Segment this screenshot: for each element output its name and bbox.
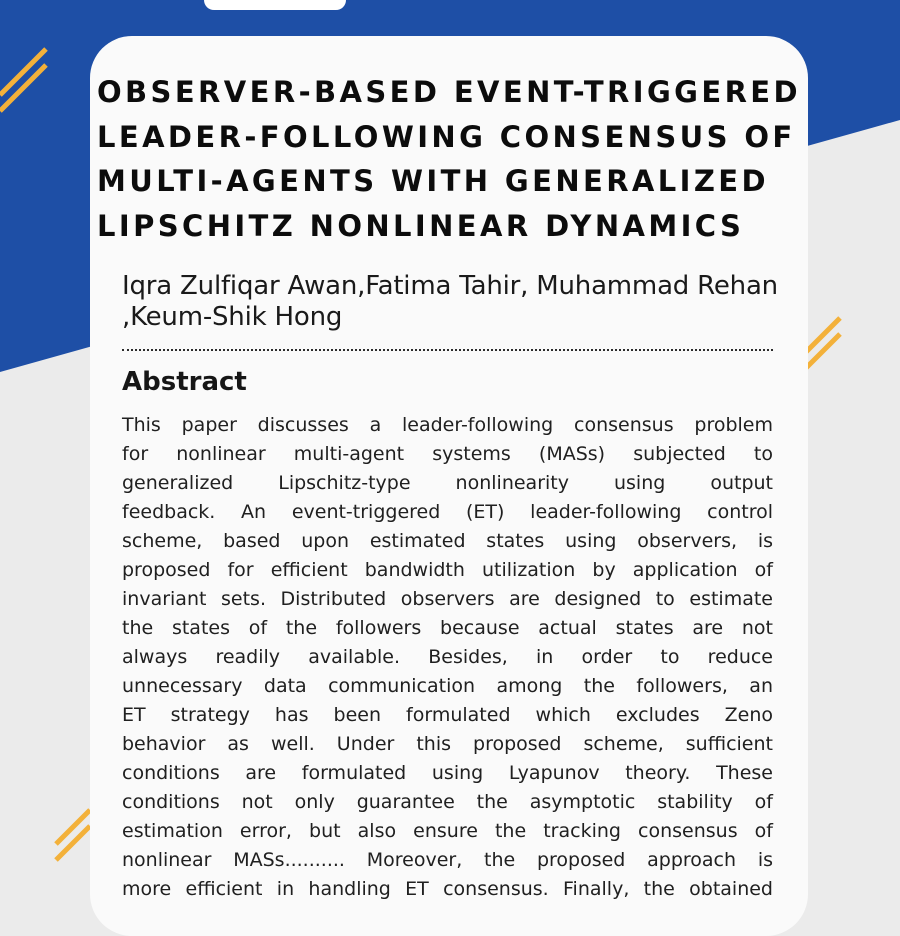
abstract-line: conditions not only guarantee the asymptotic stability of	[122, 791, 773, 813]
abstract-line: always readily available. Besides, in order to reduce	[122, 646, 773, 668]
abstract-line: generalized Lipschitz-type nonlinearity using output	[122, 472, 773, 494]
abstract-line: proposed for efficient bandwidth utilization by application of	[122, 559, 773, 581]
abstract-line: for nonlinear multi-agent systems (MASs) subjected to	[122, 443, 773, 465]
paper-title	[97, 70, 817, 248]
abstract-line: This paper discusses a leader-following consensus problem	[122, 414, 773, 436]
abstract-heading: Abstract	[122, 367, 247, 397]
title-line: MULTI-AGENTS WITH GENERALIZED	[97, 164, 769, 198]
abstract-line: feedback. An event-triggered (ET) leader-following control	[122, 501, 773, 523]
abstract-body	[122, 411, 773, 904]
abstract-line: estimation error, but also ensure the tracking consensus of	[122, 820, 773, 842]
abstract-line: scheme, based upon estimated states using observers, is	[122, 530, 773, 552]
abstract-line: invariant sets. Distributed observers are designed to estimate	[122, 588, 773, 610]
abstract-line: conditions are formulated using Lyapunov theory. These	[122, 762, 773, 784]
author-list: Iqra Zulfiqar Awan,Fatima Tahir, Muhammad Rehan ,Keum-Shik Hong	[122, 271, 778, 332]
abstract-line: ET strategy has been formulated which excludes Zeno	[122, 704, 773, 726]
abstract-line: unnecessary data communication among the followers, an	[122, 675, 773, 697]
gold-accent-bottom-left	[56, 810, 90, 860]
title-line: LIPSCHITZ NONLINEAR DYNAMICS	[97, 208, 745, 243]
abstract-line: nonlinear MASs.......... Moreover, the proposed approach is	[122, 849, 773, 871]
abstract-line: the states of the followers because actual states are not	[122, 617, 773, 639]
title-line: OBSERVER-BASED EVENT-TRIGGERED	[97, 75, 801, 109]
top-tab-decoration	[204, 0, 346, 10]
title-line: LEADER-FOLLOWING CONSENSUS OF	[97, 119, 796, 154]
abstract-line: more efficient in handling ET consensus. Finally, the obtained	[122, 878, 773, 900]
dotted-divider	[122, 349, 773, 351]
abstract-line: behavior as well. Under this proposed scheme, sufficient	[122, 733, 773, 755]
gold-accent-right	[806, 318, 840, 368]
